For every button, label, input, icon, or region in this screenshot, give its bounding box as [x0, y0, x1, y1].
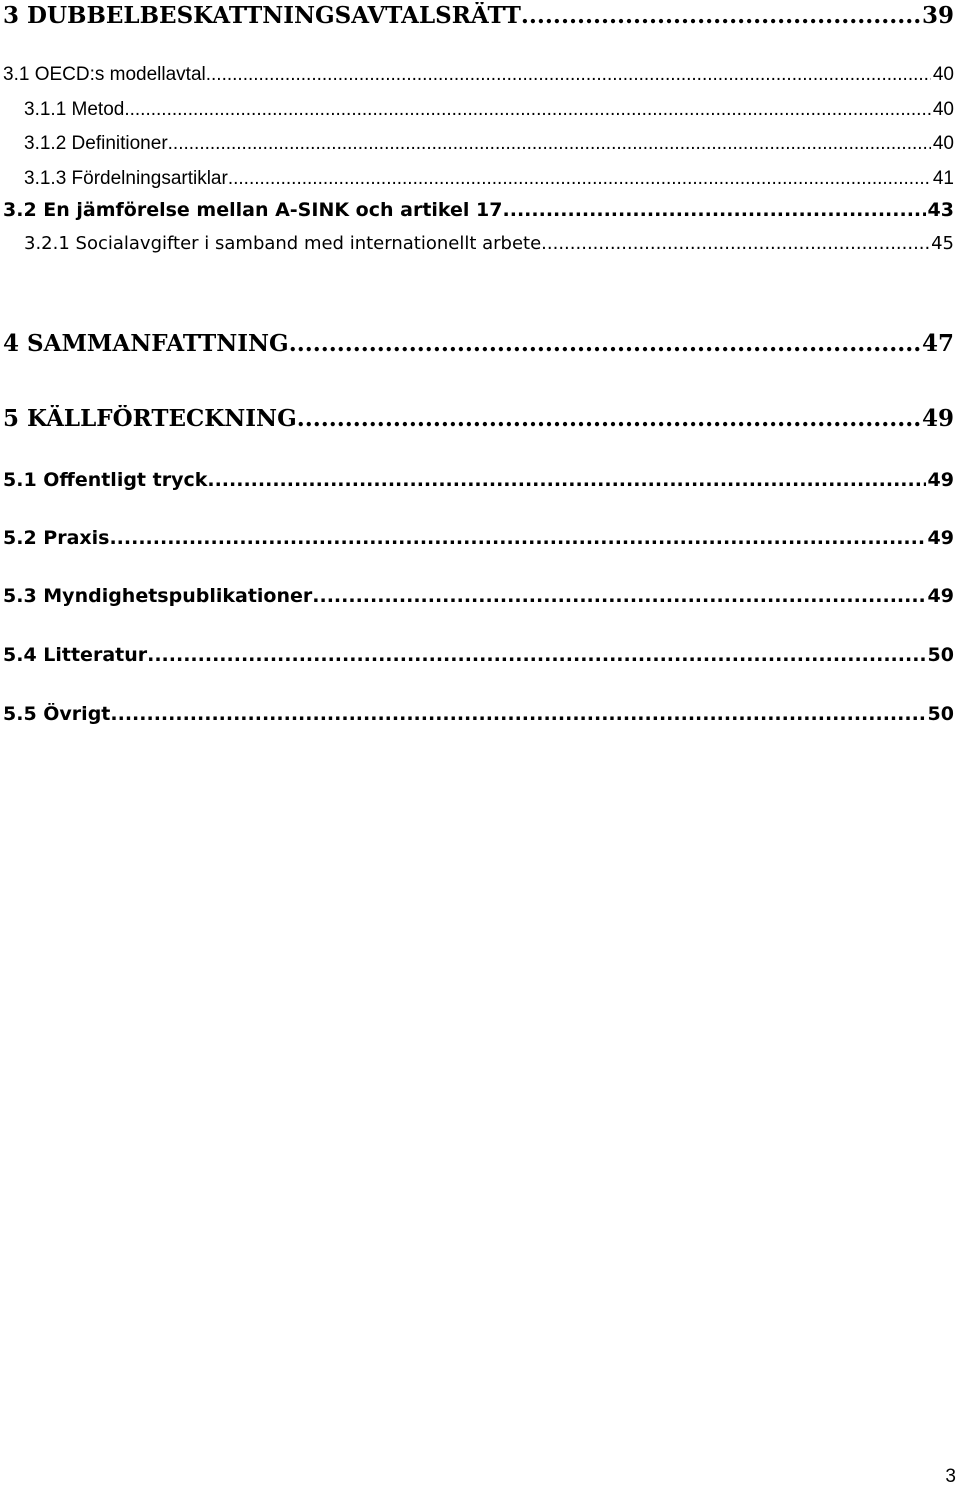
toc-leader-dots	[297, 405, 920, 432]
toc-entry-5-1[interactable]	[3, 469, 954, 491]
toc-entry-5-4[interactable]	[3, 644, 954, 666]
toc-entry-label: 3.1.3 Fördelningsartiklar	[24, 168, 228, 189]
toc-leader-dots	[541, 233, 929, 254]
toc-entry-page: 41	[932, 168, 954, 189]
toc-entry-page: 40	[932, 99, 954, 120]
toc-entry-page: 49	[921, 405, 954, 432]
toc-entry-label: 3.2.1 Socialavgifter i samband med internationellt arbete	[24, 233, 542, 254]
toc-entry-page: 49	[927, 469, 954, 491]
toc-leader-dots	[206, 64, 931, 86]
toc-entry-3-1-3[interactable]	[24, 168, 954, 190]
toc-entry-label: 5.5 Övrigt	[3, 703, 111, 725]
toc-entry-label: 3.1.2 Definitioner	[24, 133, 168, 154]
toc-leader-dots	[109, 527, 925, 549]
toc-entry-label: 3.2 En jämförelse mellan A-SINK och artikel 17	[3, 199, 503, 221]
toc-leader-dots	[207, 469, 925, 491]
toc-leader-dots	[124, 99, 931, 121]
toc-leader-dots	[289, 330, 920, 357]
toc-entry-5-2[interactable]	[3, 527, 954, 549]
toc-entry-page: 43	[927, 199, 954, 221]
toc-entry-page: 40	[932, 133, 954, 154]
toc-entry-3-2[interactable]	[3, 199, 954, 221]
toc-entry-label: 5 KÄLLFÖRTECKNING	[3, 405, 297, 432]
toc-entry-label: 3 DUBBELBESKATTNINGSAVTALSRÄTT	[3, 2, 521, 29]
toc-entry-label: 5.2 Praxis	[3, 527, 110, 549]
toc-entry-page: 47	[921, 330, 954, 357]
toc-entry-label: 5.1 Offentligt tryck	[3, 469, 208, 491]
toc-entry-label: 3.1.1 Metod	[24, 99, 125, 120]
page-number: 3	[945, 1466, 956, 1487]
toc-entry-3-1-1[interactable]	[24, 99, 954, 121]
toc-entry-3-2-1[interactable]	[24, 233, 954, 254]
toc-entry-3-1[interactable]	[3, 64, 954, 86]
toc-entry-chapter-5[interactable]	[3, 405, 954, 432]
toc-entry-page: 50	[927, 644, 954, 666]
toc-entry-chapter-3[interactable]	[3, 2, 954, 29]
toc-leader-dots	[147, 644, 925, 666]
toc-entry-page: 49	[927, 585, 954, 607]
toc-leader-dots	[312, 585, 925, 607]
toc-leader-dots	[503, 199, 926, 221]
toc-entry-page: 50	[927, 703, 954, 725]
toc-entry-label: 5.4 Litteratur	[3, 644, 148, 666]
toc-entry-3-1-2[interactable]	[24, 133, 954, 155]
toc-entry-page: 39	[921, 2, 954, 29]
toc-leader-dots	[521, 2, 920, 29]
toc-entry-page: 49	[927, 527, 954, 549]
toc-entry-page: 40	[932, 64, 954, 85]
toc-leader-dots	[168, 133, 931, 155]
toc-entry-label: 5.3 Myndighetspublikationer	[3, 585, 313, 607]
toc-entry-label: 4 SAMMANFATTNING	[3, 330, 289, 357]
toc-entry-label: 3.1 OECD:s modellavtal	[3, 64, 206, 85]
toc-entry-chapter-4[interactable]	[3, 330, 954, 357]
toc-entry-5-3[interactable]	[3, 585, 954, 607]
toc-leader-dots	[110, 703, 925, 725]
toc-leader-dots	[228, 168, 931, 190]
toc-entry-page: 45	[931, 233, 954, 254]
toc-entry-5-5[interactable]	[3, 703, 954, 725]
